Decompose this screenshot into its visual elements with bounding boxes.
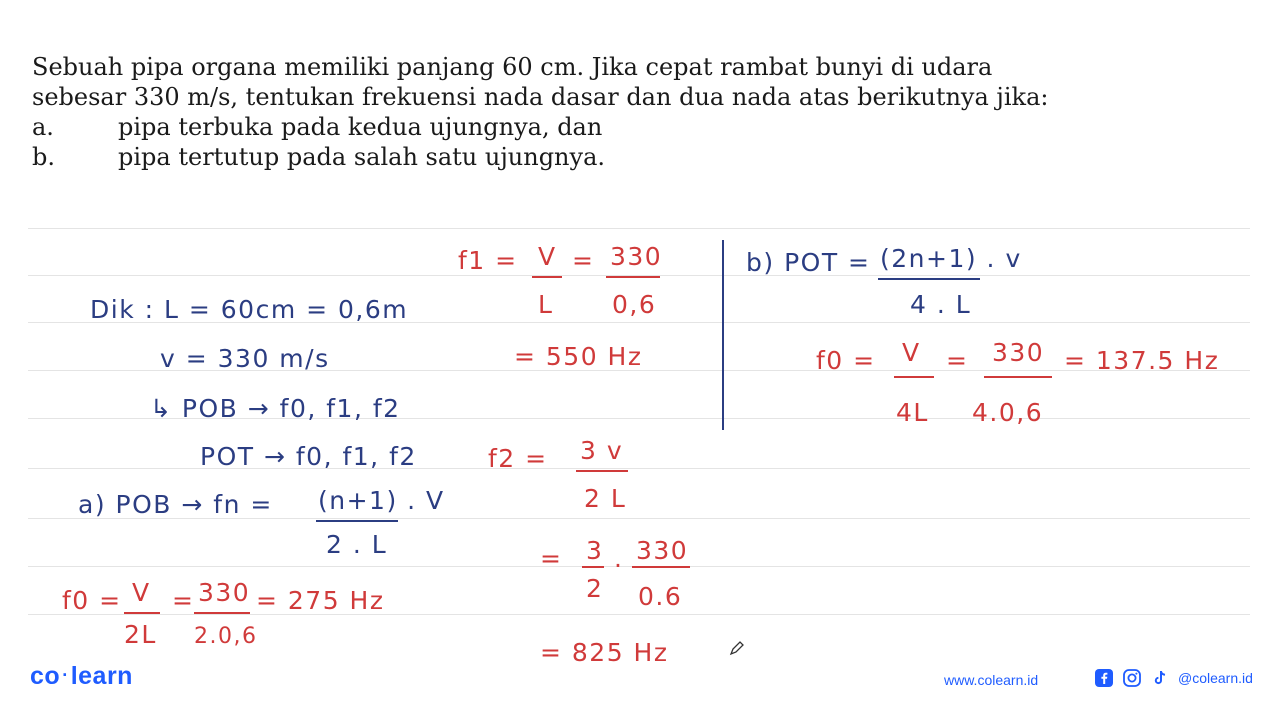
problem-line-1: Sebuah pipa organa memiliki panjang 60 cm. Jika cepat rambat bunyi di udara	[32, 53, 993, 81]
tiktok-icon[interactable]	[1150, 668, 1170, 688]
a-f2-lhs: f2 =	[488, 444, 548, 473]
part-b-formula-numerator: (2n+1) . v	[880, 244, 1022, 273]
item-text: pipa terbuka pada kedua ujungnya, dan	[118, 113, 603, 141]
a-f0-equals: =	[172, 586, 195, 615]
part-b-formula-label: b) POT =	[746, 248, 871, 277]
fraction-bar	[894, 376, 934, 378]
logo-right: learn	[70, 662, 133, 690]
a-f1-result: = 550 Hz	[514, 342, 643, 371]
a-f1-numerator-1: V	[538, 242, 557, 271]
fraction-bar	[582, 566, 604, 568]
part-a-formula-label: a) POB → fn =	[78, 490, 273, 519]
a-f1-denominator-2: 0,6	[612, 290, 657, 319]
fraction-bar	[878, 278, 980, 280]
b-f0-equals: =	[946, 346, 969, 375]
social-handle[interactable]: @colearn.id	[1178, 670, 1253, 686]
pot-list: POT → f0, f1, f2	[200, 442, 417, 471]
a-f1-equals: =	[572, 246, 595, 275]
given-length: Dik : L = 60cm = 0,6m	[90, 295, 409, 324]
b-f0-denominator-2: 4.0,6	[972, 398, 1044, 427]
pencil-icon	[729, 640, 745, 656]
logo-left: co	[30, 662, 61, 690]
a-f0-denominator-1: 2L	[124, 620, 157, 649]
item-text: pipa tertutup pada salah satu ujungnya.	[118, 143, 606, 171]
logo-dot: ·	[62, 665, 69, 685]
pob-list: ↳ POB → f0, f1, f2	[150, 394, 401, 423]
fraction-bar	[532, 276, 562, 278]
b-f0-numerator-2: 330	[992, 338, 1045, 367]
fraction-bar	[124, 612, 160, 614]
b-f0-denominator-1: 4L	[896, 398, 929, 427]
item-label: a.	[32, 113, 54, 141]
fraction-bar	[316, 520, 398, 522]
b-f0-numerator-1: V	[902, 338, 921, 367]
a-f1-lhs: f1 =	[458, 246, 518, 275]
problem-line-2: sebesar 330 m/s, tentukan frekuensi nada dasar dan dua nada atas berikutnya jika:	[32, 83, 1049, 111]
column-divider	[722, 240, 724, 430]
ruled-line	[28, 228, 1250, 229]
fraction-bar	[632, 566, 690, 568]
instagram-icon[interactable]	[1122, 668, 1142, 688]
part-a-formula-denominator: 2 . L	[326, 530, 388, 559]
colearn-logo	[30, 662, 133, 691]
a-f2-denominator-3: 0.6	[638, 582, 683, 611]
fraction-bar	[576, 470, 628, 472]
a-f2-numerator-3: 330	[636, 536, 689, 565]
a-f0-denominator-2: 2.0,6	[194, 624, 258, 649]
social-links	[1094, 668, 1253, 688]
ruled-line	[28, 614, 1250, 615]
fraction-bar	[606, 276, 660, 278]
a-f0-lhs: f0 =	[62, 586, 122, 615]
a-f1-numerator-2: 330	[610, 242, 663, 271]
fraction-bar	[194, 612, 250, 614]
a-f2-denominator-1: 2 L	[584, 484, 627, 513]
fraction-bar	[984, 376, 1052, 378]
a-f2-numerator-2: 3	[586, 536, 604, 565]
a-f2-result: = 825 Hz	[540, 638, 669, 667]
a-f1-denominator-1: L	[538, 290, 554, 319]
a-f0-numerator-1: V	[132, 578, 151, 607]
website-link[interactable]: www.colearn.id	[944, 672, 1039, 688]
part-b-formula-denominator: 4 . L	[910, 290, 972, 319]
part-a-formula-numerator: (n+1) . V	[318, 486, 445, 515]
a-f0-numerator-2: 330	[198, 578, 251, 607]
a-f2-denominator-2: 2	[586, 574, 604, 603]
a-f2-step-equals: =	[540, 544, 563, 573]
problem-item-a	[32, 112, 1232, 142]
b-f0-lhs: f0 =	[816, 346, 876, 375]
facebook-icon[interactable]	[1094, 668, 1114, 688]
a-f2-numerator-1: 3 v	[580, 436, 624, 465]
b-f0-result: = 137.5 Hz	[1064, 346, 1220, 375]
item-label: b.	[32, 143, 55, 171]
problem-statement	[32, 52, 1232, 172]
given-velocity: v = 330 m/s	[160, 344, 330, 373]
a-f0-result: = 275 Hz	[256, 586, 385, 615]
problem-item-b	[32, 142, 1232, 172]
a-f2-dot: .	[614, 544, 624, 573]
